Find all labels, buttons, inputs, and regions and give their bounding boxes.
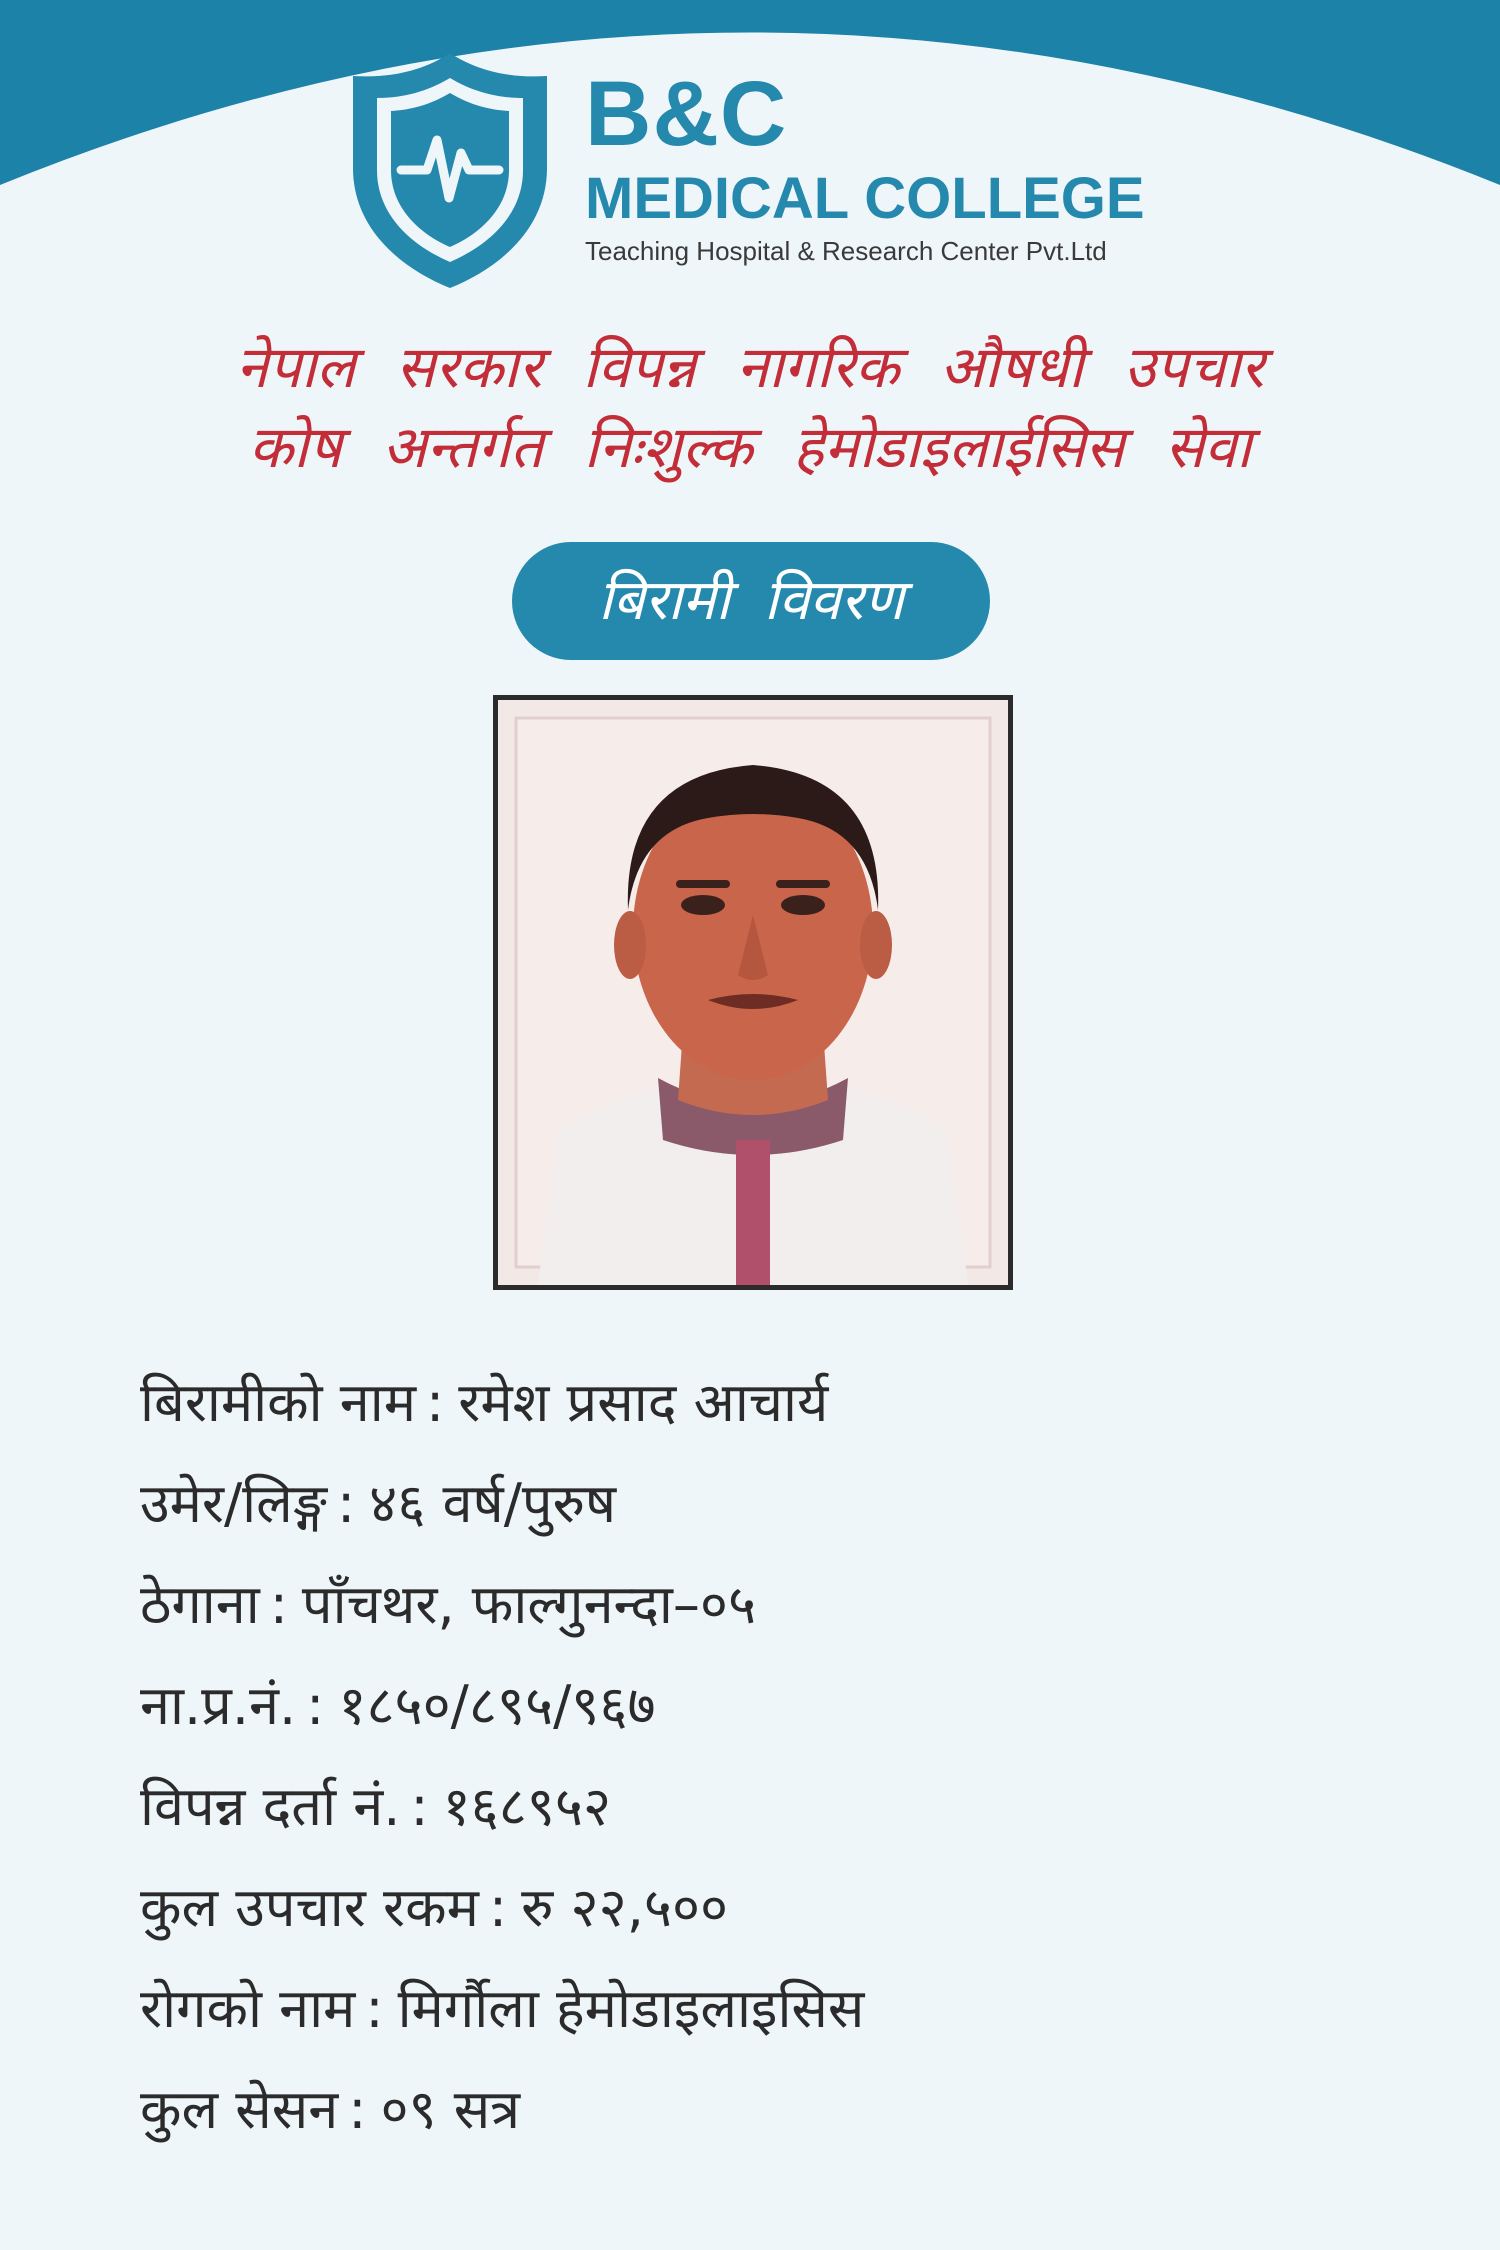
brand-tagline: Teaching Hospital & Research Center Pvt.Ltd [585, 236, 1107, 266]
headline-line-2: कोष अन्तर्गत निःशुल्क हेमोडाइलाईसिस सेवा [248, 413, 1252, 481]
detail-separator: : [348, 2078, 367, 2141]
detail-row-citizenship-no [140, 1655, 1380, 1756]
detail-separator: : [426, 1371, 445, 1434]
detail-label: बिरामीको नाम [140, 1371, 417, 1434]
detail-row-address [140, 1554, 1380, 1655]
detail-label: उमेर/लिङ्ग [140, 1472, 327, 1535]
detail-value: पाँचथर, फाल्गुनन्दा–०५ [301, 1573, 757, 1636]
detail-separator: : [306, 1674, 325, 1737]
patient-photo-illustration [498, 700, 1008, 1285]
detail-value: ४६ वर्ष/पुरुष [369, 1472, 617, 1535]
detail-separator: : [410, 1775, 429, 1838]
detail-label: कुल सेसन [140, 2078, 339, 2141]
detail-label: ठेगाना [140, 1573, 260, 1636]
detail-label: विपन्न दर्ता नं. [140, 1775, 401, 1838]
detail-value: मिर्गौला हेमोडाइलाइसिस [397, 1977, 865, 2040]
detail-separator: : [336, 1472, 356, 1535]
detail-row-age-gender [140, 1453, 1380, 1554]
detail-value: १८५०/८९५/९६७ [338, 1674, 656, 1737]
detail-separator: : [269, 1573, 288, 1636]
detail-row-treatment-amount [140, 1857, 1380, 1958]
section-title-pill: बिरामी विवरण [512, 542, 990, 660]
detail-label: ना.प्र.नं. [140, 1674, 297, 1737]
detail-separator: : [488, 1876, 508, 1939]
detail-value: रु २२,५०० [521, 1876, 729, 1939]
detail-label: कुल उपचार रकम [140, 1876, 479, 1939]
patient-details [140, 1352, 1380, 2160]
brand-name: B&C [585, 63, 788, 165]
detail-separator: : [365, 1977, 384, 2040]
detail-row-name [140, 1352, 1380, 1453]
detail-row-registration-no [140, 1756, 1380, 1857]
detail-value: १६८९५२ [442, 1775, 612, 1838]
detail-value: ०९ सत्र [380, 2078, 521, 2141]
shield-heartbeat-icon [345, 48, 555, 293]
headline-line-1: नेपाल सरकार विपन्न नागरिक औषधी उपचार [235, 333, 1265, 401]
detail-label: रोगको नाम [140, 1977, 356, 2040]
detail-value: रमेश प्रसाद आचार्य [458, 1371, 829, 1434]
brand-college: MEDICAL COLLEGE [585, 166, 1145, 231]
patient-photo [493, 695, 1013, 1290]
detail-row-sessions [140, 2059, 1380, 2160]
detail-row-disease [140, 1958, 1380, 2059]
